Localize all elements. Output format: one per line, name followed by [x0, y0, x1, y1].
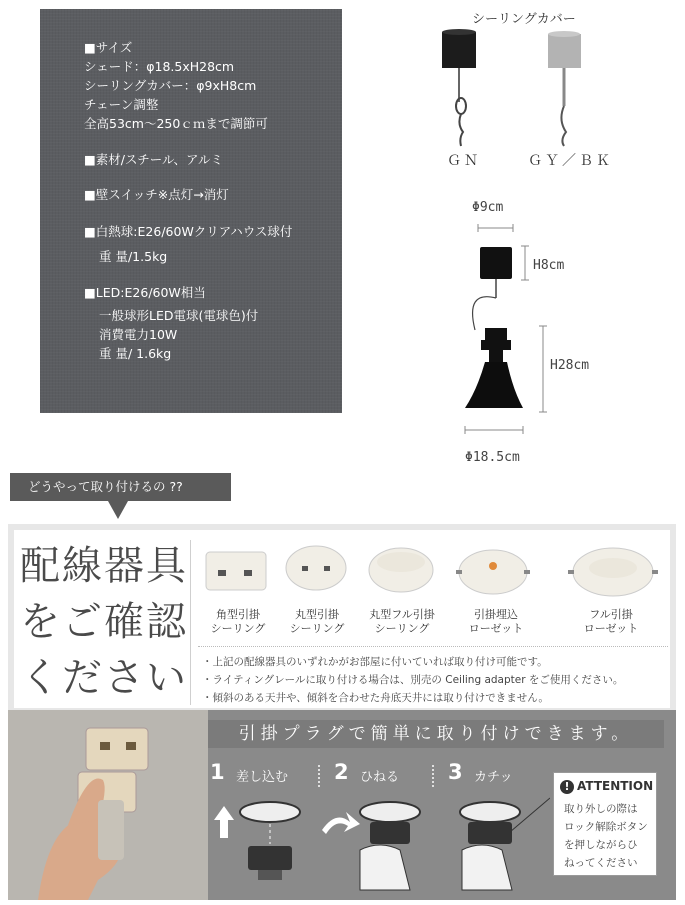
attention-line-2: ロック解除ボタン	[564, 821, 648, 833]
spec-weight-2: 重 量/ 1.6kg	[99, 346, 172, 361]
cover-height-label: H8cm	[533, 258, 565, 273]
fixture-label-line1: 丸型引掛	[295, 608, 339, 621]
install-steps-images	[210, 790, 550, 898]
step-2-number: 2	[334, 760, 349, 784]
wiring-title-line-2: をご確認	[20, 599, 188, 645]
spec-size-heading: ■サイズ	[84, 40, 133, 55]
fixture-label-line2: ローゼット	[468, 622, 524, 635]
install-title: 引掛プラグで簡単に取り付けできます。	[208, 720, 664, 748]
note-1: ・上記の配線器具のいずれかがお部屋に付いていれば取り付け可能です。	[202, 656, 548, 668]
cover-gybk-image	[548, 31, 581, 146]
fixture-embedded-rosette	[463, 608, 529, 636]
install-photo	[8, 710, 208, 900]
spec-total-height: 全高53cm～250ｃｍまで調節可	[84, 116, 268, 131]
cover-gn-image	[442, 29, 476, 146]
step-separator	[318, 765, 320, 787]
step-3-image	[460, 798, 550, 890]
step-3-number: 3	[448, 760, 463, 784]
step-1-image	[214, 802, 300, 880]
step-1-number: 1	[210, 760, 225, 784]
attention-heading-text: ATTENTION	[577, 779, 654, 793]
attention-box	[553, 772, 657, 876]
shade-shape	[465, 362, 523, 408]
wiring-title-line-3: ください	[20, 655, 188, 701]
cover-width-label: Φ9cm	[472, 200, 504, 215]
fixture-embedded-rosette-image	[456, 550, 530, 594]
wiring-title-line-1: 配線器具	[20, 543, 188, 589]
fixture-square-ceiling	[205, 608, 271, 636]
spec-led: ■LED:E26/60W相当	[84, 285, 206, 300]
shade-width-label: Φ18.5cm	[465, 450, 520, 465]
attention-line-4: ねってください	[564, 857, 638, 869]
spec-material: ■素材/スチール、アルミ	[84, 152, 224, 167]
fixture-full-rosette	[578, 608, 644, 636]
fixture-label-line2: ローゼット	[583, 622, 639, 635]
spec-switch: ■壁スイッチ※点灯→消灯	[84, 187, 229, 202]
rotate-arrow-icon	[322, 812, 360, 834]
fixture-round-ceiling	[284, 608, 350, 636]
step-2-text: ひねる	[360, 770, 400, 785]
spec-cover-size: シーリングカバー：φ9xH8cm	[84, 78, 257, 93]
ceiling-cover-title: シーリングカバー	[472, 12, 576, 27]
wiring-title	[20, 538, 190, 706]
fixture-label-line1: 丸型フル引掛	[369, 608, 435, 621]
fixture-label-line1: 角型引掛	[216, 608, 260, 621]
wiring-divider	[190, 540, 191, 705]
note-3: ・傾斜のある天井や、傾斜を合わせた舟底天井には取り付けできません。	[202, 692, 549, 704]
spec-led-bulb: 一般球形LED電球(電球色)付	[99, 308, 259, 323]
hand-with-plug-image	[8, 710, 208, 900]
fixture-images	[198, 540, 668, 602]
attention-line-3: を押しながらひ	[564, 839, 638, 851]
dimension-diagram	[455, 220, 585, 442]
fixture-round-full-ceiling-image	[369, 548, 433, 592]
ceiling-cover-images	[430, 28, 630, 153]
fixture-label-line1: 引掛埋込	[474, 608, 518, 621]
fixture-label-line2: シーリング	[210, 622, 266, 635]
fixture-label-line1: フル引掛	[589, 608, 633, 621]
spec-weight-1: 重 量/1.5kg	[99, 249, 168, 264]
exclamation-icon: !	[560, 780, 574, 794]
note-2: ・ライティングレールに取り付ける場合は、別売の Ceiling adapter をご使用ください。	[202, 674, 624, 686]
install-question-callout: どうやって取り付けるの ??	[10, 473, 231, 501]
step-2-image	[322, 802, 420, 890]
fixture-full-rosette-image	[568, 548, 658, 596]
fixture-round-full-ceiling	[362, 608, 442, 636]
arrow-up-icon	[214, 806, 234, 838]
fixture-square-ceiling-image	[206, 552, 266, 590]
attention-heading	[560, 779, 653, 794]
fixture-label-line2: シーリング	[374, 622, 430, 635]
spec-power: 消費電力10W	[99, 327, 178, 342]
variant-gn-label: ＧＮ	[447, 153, 481, 169]
notes-divider	[198, 646, 668, 647]
shade-height-label: H28cm	[550, 358, 590, 373]
callout-tail	[108, 501, 128, 519]
step-separator	[432, 765, 434, 787]
spec-incandescent: ■白熱球:E26/60Wクリアハウス球付	[84, 224, 293, 239]
fixture-round-ceiling-image	[286, 546, 346, 590]
spec-chain: チェーン調整	[84, 97, 159, 112]
attention-line-1: 取り外しの際は	[564, 803, 638, 815]
fixture-label-line2: シーリング	[289, 622, 345, 635]
cover-shape	[480, 247, 512, 279]
step-3-text: カチッ	[474, 770, 513, 785]
variant-gybk-label: ＧＹ／ＢＫ	[528, 153, 613, 169]
step-1-text: 差し込む	[236, 770, 289, 785]
spec-shade-size: シェード：φ18.5xH28cm	[84, 59, 235, 74]
